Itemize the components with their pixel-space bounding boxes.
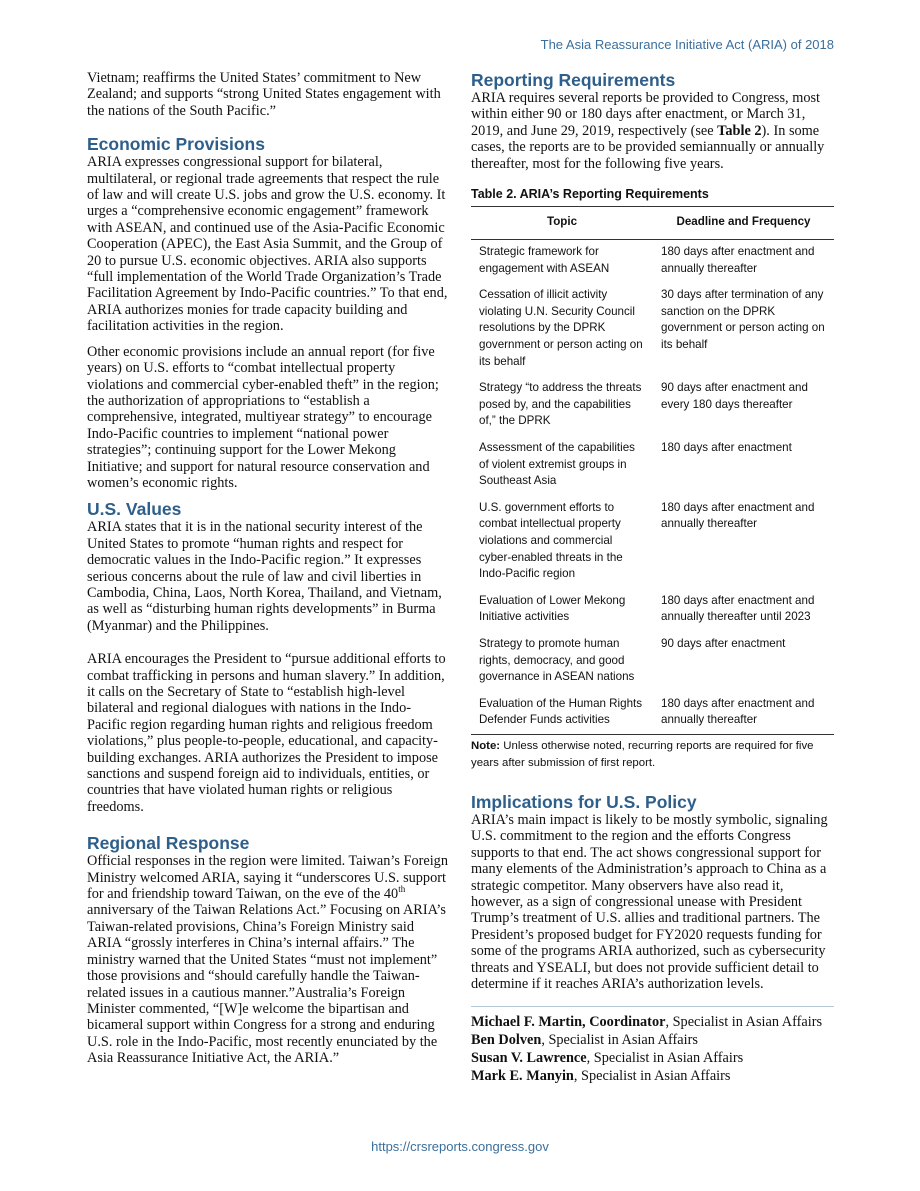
reporting-table — [471, 206, 834, 734]
us-values-heading: U.S. Values — [87, 499, 182, 520]
author-name: Mark E. Manyin — [471, 1068, 574, 1085]
author-role: , Specialist in Asian Affairs — [586, 1050, 744, 1067]
table-cell-deadline: 30 days after termination of any sanction on the DPRK government or person acting on its behalf — [661, 288, 825, 351]
table-cell-deadline: 180 days after enactment and annually thereafter — [653, 692, 834, 735]
table-cell-topic: Strategy “to address the threats posed by, and the capabilities of,” the DPRK — [479, 381, 642, 428]
author-line — [471, 1049, 834, 1067]
reporting-requirements-heading: Reporting Requirements — [471, 70, 676, 90]
table-cell-topic: U.S. government efforts to combat intellectual property violations and commercial cyber-enabled threats in the Indo-Pacific region — [479, 500, 623, 581]
author-list — [471, 1013, 834, 1085]
values-paragraph-1: ARIA states that it is in the national security interest of the United States to promote “human rights and respect for democratic values in the Indo-Pacific region.” It expresses serious concerns about the rule of law and civil liberties in Cambodia, China, Laos, North Korea, Thailand, and Vietnam, as well as “disturbing human rights developments” in Burma (Myanmar) and the Philippines. — [87, 519, 442, 634]
table-note-text: Unless otherwise noted, recurring reports are required for five years after submission of first report. — [471, 739, 814, 769]
economic-paragraph-1: ARIA expresses congressional support for bilateral, multilateral, or regional trade agreements that respect the rule of law and will create U.S. jobs and grow the U.S. economy. It urges a “comprehensive economic engagement” framework with ASEAN, and continued use of the Asia-Pacific Economic Cooperation (APEC), the East Asia Summit, and the Group of 20 to pursue U.S. economic objectives. ARIA also supports “full implementation of the World Trade Organization’s Trade Facilitation Agreement by Indo-Pacific countries.” To that end, ARIA authorizes monies for trade capacity building and facilitation activities in the region. — [87, 154, 448, 335]
economic-provisions-heading: Economic Provisions — [87, 134, 265, 155]
table-row — [471, 283, 834, 376]
implications-heading: Implications for U.S. Policy — [471, 791, 697, 812]
running-header: The Asia Reassurance Initiative Act (ARIA) of 2018 — [540, 37, 834, 52]
table-row — [471, 496, 834, 589]
table-2-ref-link[interactable]: Table 2 — [717, 122, 762, 139]
table-row — [471, 589, 834, 632]
author-line — [471, 1013, 834, 1031]
reporting-paragraph — [471, 90, 834, 172]
table-cell-topic: Evaluation of the Human Rights Defender Funds activities — [471, 692, 653, 735]
values-paragraph-2: ARIA encourages the President to “pursue additional efforts to combat trafficking in persons and human slavery.” In addition, it calls on the Secretary of State to “establish high-level bilateral and regional dialogues with nations in the Indo-Pacific region regarding human rights and religious freedom violations,” plus people-to-people, educational, and capacity-building exchanges. ARIA authorizes the President to impose sanctions and suspend foreign aid to individuals, entities, or countries that have violated human rights or religious freedoms. — [87, 651, 446, 815]
table-note — [471, 738, 834, 772]
implications-paragraph: ARIA’s main impact is likely to be mostly symbolic, signaling U.S. commitment to the region and the efforts Congress supports to that end. The act shows congressional support for many elements of the Administration’s approach to China as a strategic competitor. Many observers have also read it, however, as a sign of congressional unease with President Trump’s treatment of U.S. allies and traditional partners. The President’s proposed budget for FY2020 requests funding for some of the programs ARIA authorized, such as cybersecurity threats and YSEALI, but does not provide sufficient detail to determine if it reaches ARIA’s authorization levels. — [471, 811, 828, 992]
economic-paragraph-2: Other economic provisions include an annual report (for five years) on U.S. efforts to “combat intellectual property violations and commercial cyber-enabled theft” in the region; the authorization of appropriations to “establish a comprehensive, integrated, multiyear strategy” to encourage Indo-Pacific countries to implement “national power strategies”; continuing support for the Lower Mekong Initiative; and support for natural resource conservation and women’s economic rights. — [87, 343, 439, 491]
table-cell-deadline: 90 days after enactment — [661, 636, 786, 650]
author-name: Michael F. Martin, Coordinator — [471, 1014, 666, 1031]
table-header-row — [471, 207, 834, 240]
column-header-deadline: Deadline and Frequency — [653, 207, 834, 240]
table-row — [471, 240, 834, 284]
table-cell-topic: Strategic framework for engagement with ASEAN — [479, 245, 610, 275]
table-row — [471, 632, 834, 692]
regional-text-b: anniversary of the Taiwan Relations Act.” Focusing on ARIA’s Taiwan-related provisions, China’s Foreign Ministry said ARIA “grossly interferes in China’s internal affairs.” The ministry warned that the United States “must not implement” those provisions and “should carefully handle the Taiwan-related issues in a cautious manner.”Australia’s Foreign Minister commented, “[W]e welcome the bipartisan and bicameral support within Congress for a strong and enduring U.S. role in the Indo-Pacific, most recently enunciated by the Asia Reassurance Initiative Act, the ARIA.” — [87, 902, 446, 1067]
regional-response-heading: Regional Response — [87, 833, 250, 854]
table-row — [471, 692, 834, 735]
right-column — [471, 70, 834, 1085]
table-note-label: Note: — [471, 739, 501, 752]
table-row — [471, 376, 834, 436]
author-role: , Specialist in Asian Affairs — [541, 1032, 698, 1049]
regional-text-a: Official responses in the region were limited. Taiwan’s Foreign Ministry welcomed ARIA, saying it “underscores U.S. support for and friendship toward Taiwan, on the eve of the 40 — [87, 853, 448, 903]
intro-paragraph: Vietnam; reaffirms the United States’ commitment to New Zealand; and supports “strong United States engagement with the nations of the South Pacific.” — [87, 70, 441, 119]
footer-url-link[interactable]: https://crsreports.congress.gov — [371, 1139, 549, 1154]
author-line — [471, 1031, 834, 1049]
left-column — [87, 70, 449, 1067]
table-cell-deadline: 180 days after enactment and annually thereafter — [661, 245, 815, 275]
table-cell-topic: Cessation of illicit activity violating U.N. Security Council resolutions by the DPRK government or person acting on its behalf — [479, 288, 643, 368]
column-header-topic: Topic — [471, 207, 653, 240]
ordinal-superscript: th — [398, 884, 406, 895]
table-cell-deadline: 90 days after enactment and every 180 days thereafter — [661, 381, 808, 411]
author-divider — [471, 1006, 834, 1007]
reporting-text-a: ARIA requires several reports be provided to Congress, most within either 90 or 180 days after enactment, or March 31, 2019, and June 29, 2019, respectively (see — [471, 90, 821, 139]
reporting-text-b: ). In some cases, the reports are to be provided semiannually or annually thereafter, most for the following five years. — [471, 122, 825, 172]
table-row — [471, 436, 834, 496]
table-cell-topic: Strategy to promote human rights, democracy, and good governance in ASEAN nations — [479, 636, 635, 684]
table-cell-topic: Assessment of the capabilities of violent extremist groups in Southeast Asia — [479, 440, 635, 488]
table-cell-deadline: 180 days after enactment — [661, 440, 792, 454]
author-name: Ben Dolven — [471, 1032, 542, 1049]
table-cell-deadline: 180 days after enactment and annually thereafter — [661, 500, 815, 531]
author-role: , Specialist in Asian Affairs — [573, 1068, 731, 1085]
regional-paragraph — [87, 853, 449, 1066]
author-role: , Specialist in Asian Affairs — [665, 1014, 823, 1031]
author-name: Susan V. Lawrence — [471, 1050, 587, 1067]
author-line — [471, 1067, 834, 1085]
table-cell-topic: Evaluation of Lower Mekong Initiative activities — [479, 593, 626, 624]
table-caption: Table 2. ARIA’s Reporting Requirements — [471, 187, 709, 202]
table-cell-deadline: 180 days after enactment and annually thereafter until 2023 — [661, 593, 815, 624]
